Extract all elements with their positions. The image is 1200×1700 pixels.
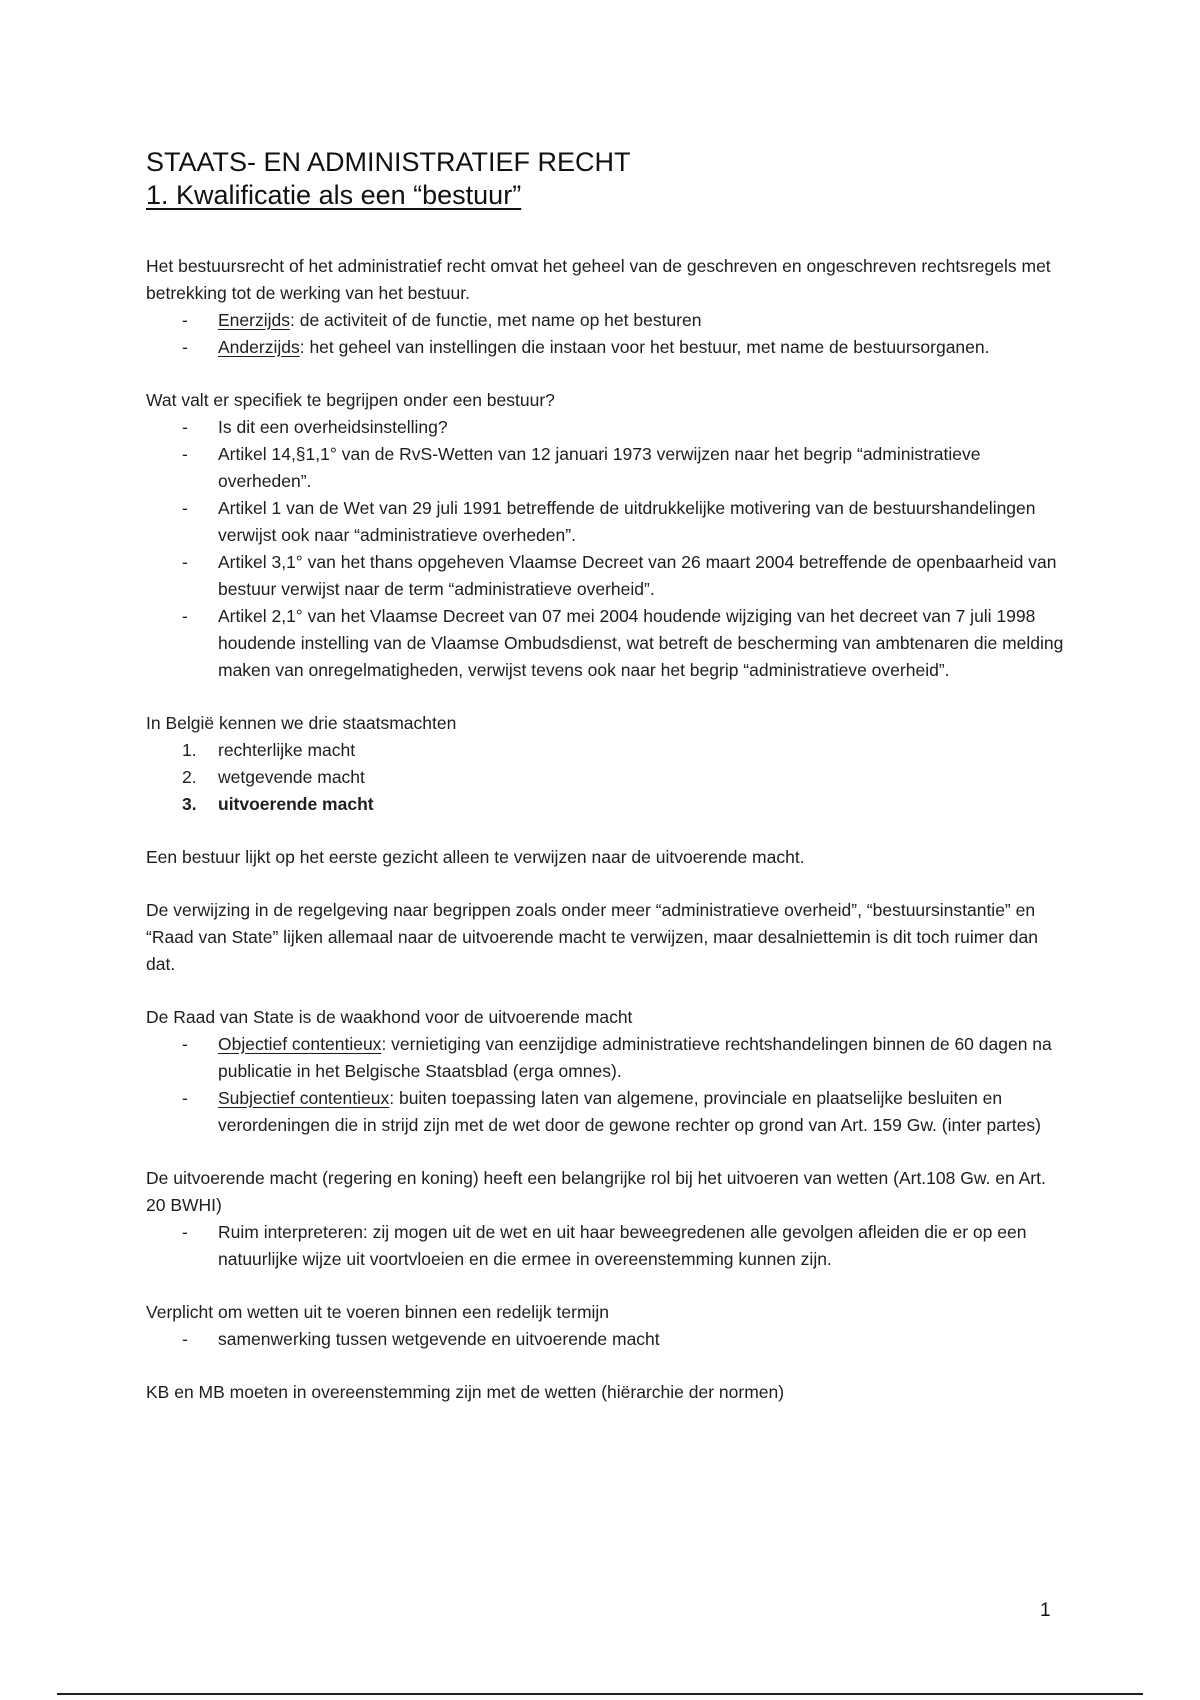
list-item: [146, 1085, 1066, 1139]
bullet-list-interpretation: [146, 1219, 1066, 1273]
dash-marker: -: [182, 1034, 188, 1054]
dash-marker: -: [182, 310, 188, 330]
page-number: 1: [1040, 1600, 1051, 1621]
spacer: [146, 212, 1066, 253]
spacer: [146, 1353, 1066, 1379]
spacer: [146, 978, 1066, 1004]
paragraph-powers: In België kennen we drie staatsmachten: [146, 713, 457, 733]
list-item-text: rechterlijke macht: [218, 740, 356, 760]
list-item-text: : de activiteit of de functie, met name op het besturen: [289, 310, 702, 330]
list-item-text: Artikel 14,§1,1° van de RvS-Wetten van 12 januari 1973 verwijzen naar het begrip “administratieve overheden”.: [218, 444, 981, 491]
spacer: [146, 684, 1066, 710]
list-item-text: Artikel 1 van de Wet van 29 juli 1991 betreffende de uitdrukkelijke motivering van de bestuurshandelingen verwijst ook naar “administratieve overheden”.: [218, 498, 1036, 545]
section-heading: 1. Kwalificatie als een “bestuur”: [146, 180, 522, 210]
list-item-text: Artikel 2,1° van het Vlaamse Decreet van 07 mei 2004 houdende wijziging van het decreet van 7 juli 1998 houdende instelling van de Vlaamse Ombudsdienst, wat betreft de bescherming van ambtenaren die melding maken van onregelmatigheden, verwijst tevens ook naar het begrip “administratieve overheid”.: [218, 606, 1064, 680]
bullet-list-definition: [146, 307, 1066, 361]
spacer: [146, 871, 1066, 897]
list-item: [146, 791, 1066, 818]
paragraph-obligation: Verplicht om wetten uit te voeren binnen een redelijk termijn: [146, 1302, 610, 1322]
dash-marker: -: [182, 552, 188, 572]
spacer: [146, 1273, 1066, 1299]
number-marker: 1.: [182, 740, 197, 760]
list-item: [146, 495, 1066, 549]
document-title: STAATS- EN ADMINISTRATIEF RECHT: [146, 147, 631, 177]
paragraph-question: Wat valt er specifiek te begrijpen onder een bestuur?: [146, 390, 555, 410]
dash-marker: -: [182, 606, 188, 626]
bullet-list-cooperation: [146, 1326, 1066, 1353]
dash-marker: -: [182, 1088, 188, 1108]
list-item-text: Ruim interpreteren: zij mogen uit de wet en uit haar beweegredenen alle gevolgen afleiden die er op een natuurlijke wijze uit voortvloeien en die ermee in overeenstemming kunnen zijn.: [218, 1222, 1027, 1269]
list-item: [146, 414, 1066, 441]
paragraph-references: De verwijzing in de regelgeving naar begrippen zoals onder meer “administratieve overheid”, “bestuursinstantie” en “Raad van State” lijken allemaal naar de uitvoerende macht te verwijzen, maar desalniettemin is dit toch ruimer dan dat.: [146, 900, 1038, 974]
dash-marker: -: [182, 498, 188, 518]
list-item: [146, 441, 1066, 495]
number-marker: 2.: [182, 767, 197, 787]
list-item-text: : buiten toepassing laten van algemene, provinciale en plaatselijke besluiten en verordeningen die in strijd zijn met de wet door de gewone rechter op grond van Art. 159 Gw. (inter partes): [218, 1088, 1041, 1135]
list-item: [146, 764, 1066, 791]
list-item-text: wetgevende macht: [218, 767, 365, 787]
bullet-list-contentieux: [146, 1031, 1066, 1139]
paragraph-executive-role: De uitvoerende macht (regering en koning) heeft een belangrijke rol bij het uitvoeren van wetten (Art.108 Gw. en Art. 20 BWHI): [146, 1168, 1046, 1215]
bullet-list-articles: [146, 414, 1066, 684]
paragraph-executive: Een bestuur lijkt op het eerste gezicht alleen te verwijzen naar de uitvoerende macht.: [146, 847, 805, 867]
list-item: [146, 307, 1066, 334]
dash-marker: -: [182, 1222, 188, 1242]
list-item-term: Enerzijds: [218, 310, 290, 330]
list-item: [146, 1031, 1066, 1085]
list-item: [146, 549, 1066, 603]
number-marker: 3.: [182, 794, 197, 814]
list-item: [146, 603, 1066, 684]
list-item-term: Subjectief contentieux: [218, 1088, 390, 1108]
dash-marker: -: [182, 1329, 188, 1349]
dash-marker: -: [182, 417, 188, 437]
list-item: [146, 334, 1066, 361]
spacer: [146, 818, 1066, 844]
list-item-text: : vernietiging van eenzijdige administratieve rechtshandelingen binnen de 60 dagen na publicatie in het Belgische Staatsblad (erga omnes).: [218, 1034, 1052, 1081]
document-body: [146, 146, 1066, 1406]
dash-marker: -: [182, 444, 188, 464]
list-item-text: Artikel 3,1° van het thans opgeheven Vlaamse Decreet van 26 maart 2004 betreffende de openbaarheid van bestuur verwijst naar de term “administratieve overheid”.: [218, 552, 1057, 599]
list-item: [146, 737, 1066, 764]
list-item-term: Objectief contentieux: [218, 1034, 382, 1054]
footer-divider: [57, 1693, 1143, 1695]
list-item: [146, 1219, 1066, 1273]
list-item-text: : het geheel van instellingen die instaan voor het bestuur, met name de bestuursorganen.: [299, 337, 990, 357]
paragraph-council-of-state: De Raad van State is de waakhond voor de uitvoerende macht: [146, 1007, 633, 1027]
paragraph-hierarchy: KB en MB moeten in overeenstemming zijn met de wetten (hiërarchie der normen): [146, 1382, 785, 1402]
dash-marker: -: [182, 337, 188, 357]
list-item-text: Is dit een overheidsinstelling?: [218, 417, 448, 437]
paragraph-definition: Het bestuursrecht of het administratief recht omvat het geheel van de geschreven en ongeschreven rechtsregels met betrekking tot de werking van het bestuur.: [146, 256, 1051, 303]
list-item: [146, 1326, 1066, 1353]
list-item-text: uitvoerende macht: [218, 794, 374, 814]
list-item-text: samenwerking tussen wetgevende en uitvoerende macht: [218, 1329, 660, 1349]
spacer: [146, 1139, 1066, 1165]
spacer: [146, 361, 1066, 387]
numbered-list-powers: [146, 737, 1066, 818]
list-item-term: Anderzijds: [218, 337, 300, 357]
